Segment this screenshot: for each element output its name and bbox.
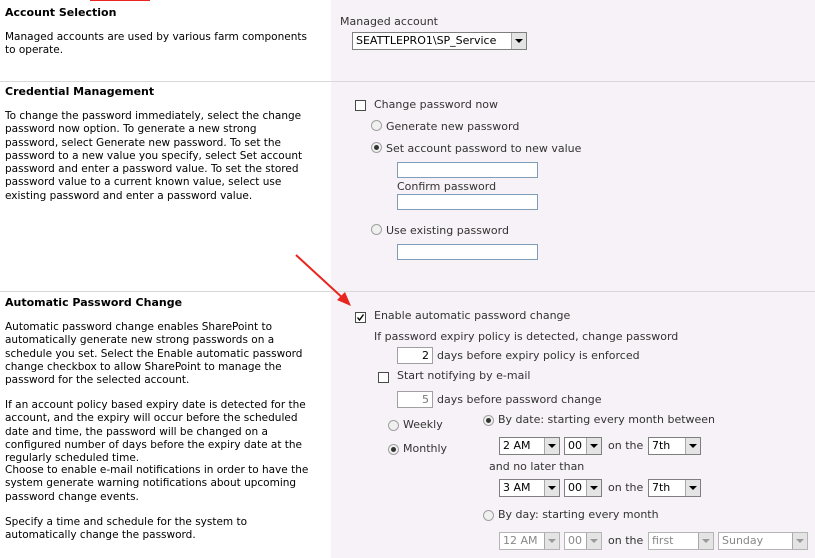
notify-email-label: Start notifying by e-mail xyxy=(397,369,531,382)
end-day-select[interactable] xyxy=(648,479,701,497)
no-later-than-label: and no later than xyxy=(489,460,585,473)
chevron-down-icon[interactable] xyxy=(586,533,601,549)
day-hour-value: 12 AM xyxy=(503,534,538,547)
enable-auto-change-checkbox[interactable] xyxy=(355,312,366,323)
day-week-select[interactable] xyxy=(648,532,714,550)
auto-change-description-3: Choose to enable e-mail notifications in order to have the system generate warning notifications about upcoming password change events. xyxy=(5,464,309,503)
confirm-password-label: Confirm password xyxy=(397,180,497,193)
weekly-label: Weekly xyxy=(403,418,443,431)
end-minute-select[interactable] xyxy=(564,479,602,497)
monthly-label: Monthly xyxy=(403,442,448,455)
start-minute-value: 00 xyxy=(568,439,582,452)
day-name-value: Sunday xyxy=(722,534,764,547)
generate-password-label: Generate new password xyxy=(386,120,520,133)
chevron-down-icon[interactable] xyxy=(586,438,601,454)
on-the-label: on the xyxy=(608,439,644,452)
by-day-label: By day: starting every month xyxy=(498,508,659,521)
start-minute-select[interactable] xyxy=(564,437,602,455)
start-day-value: 7th xyxy=(652,439,671,452)
notify-days-label: days before password change xyxy=(437,393,602,406)
checkmark-icon xyxy=(356,313,365,322)
chevron-down-icon[interactable] xyxy=(792,533,807,549)
auto-change-description-1: Automatic password change enables SharePoint to automatically generate new strong passwords on a schedule you set. Select the Enable automatic password change checkbox to allow SharePoint to manage the password for the selected account. xyxy=(5,321,303,387)
credential-management-heading: Credential Management xyxy=(5,85,155,98)
expiry-policy-label: If password expiry policy is detected, change password xyxy=(374,330,679,343)
change-password-now-label: Change password now xyxy=(374,98,499,111)
chevron-down-icon[interactable] xyxy=(685,438,700,454)
existing-password-radio[interactable] xyxy=(371,224,382,235)
existing-password-input[interactable] xyxy=(397,244,538,260)
change-password-now-checkbox[interactable] xyxy=(355,100,366,111)
account-selection-heading: Account Selection xyxy=(5,6,117,19)
auto-change-heading: Automatic Password Change xyxy=(5,296,183,309)
new-password-input[interactable] xyxy=(397,162,538,178)
expiry-days-label: days before expiry policy is enforced xyxy=(437,349,640,362)
chevron-down-icon[interactable] xyxy=(698,533,713,549)
credential-management-description: To change the password immediately, select the change password now option. To generate a new strong password, select Generate new password. To set the password to a new value you specify, select Set account password and enter a password value. To set the stored password value to a current known value, select use existing password and enter a password value. xyxy=(5,110,303,202)
day-minute-value: 00 xyxy=(568,534,582,547)
account-selection-description: Managed accounts are used by various farm components to operate. xyxy=(5,31,307,57)
managed-account-select[interactable] xyxy=(352,32,527,50)
enable-auto-change-label: Enable automatic password change xyxy=(374,309,571,322)
weekly-radio[interactable] xyxy=(388,420,399,431)
generate-password-radio[interactable] xyxy=(371,120,382,131)
set-password-label: Set account password to new value xyxy=(386,142,582,155)
managed-account-label: Managed account xyxy=(340,15,438,28)
day-minute-select[interactable] xyxy=(564,532,602,550)
end-hour-value: 3 AM xyxy=(503,481,531,494)
auto-change-description-4: Specify a time and schedule for the system to automatically change the password. xyxy=(5,516,248,542)
expiry-days-input[interactable]: 2 xyxy=(397,347,433,364)
top-accent-line xyxy=(90,0,150,1)
managed-account-value: SEATTLEPRO1\SP_Service xyxy=(356,34,497,47)
start-hour-value: 2 AM xyxy=(503,439,531,452)
auto-change-description-2: If an account policy based expiry date is detected for the account, and the expiry will occur before the scheduled date and time, the password will be changed on a configured number of days before the expiry date at the regularly scheduled time. xyxy=(5,399,306,465)
start-day-select[interactable] xyxy=(648,437,701,455)
end-hour-select[interactable] xyxy=(499,479,560,497)
monthly-radio[interactable] xyxy=(388,444,399,455)
existing-password-label: Use existing password xyxy=(386,224,509,237)
start-hour-select[interactable] xyxy=(499,437,560,455)
notify-days-input[interactable]: 5 xyxy=(397,391,433,408)
day-week-value: first xyxy=(652,534,674,547)
on-the-label: on the xyxy=(608,534,644,547)
set-password-radio[interactable] xyxy=(371,142,382,153)
chevron-down-icon[interactable] xyxy=(544,533,559,549)
chevron-down-icon[interactable] xyxy=(544,438,559,454)
notify-email-checkbox[interactable] xyxy=(378,372,389,383)
end-day-value: 7th xyxy=(652,481,671,494)
chevron-down-icon[interactable] xyxy=(586,480,601,496)
by-date-radio[interactable] xyxy=(483,415,494,426)
chevron-down-icon[interactable] xyxy=(685,480,700,496)
chevron-down-icon[interactable] xyxy=(511,33,526,49)
on-the-label: on the xyxy=(608,481,644,494)
day-hour-select[interactable] xyxy=(499,532,560,550)
day-name-select[interactable] xyxy=(718,532,808,550)
confirm-password-input[interactable] xyxy=(397,194,538,210)
annotation-arrow-icon xyxy=(290,250,360,312)
chevron-down-icon[interactable] xyxy=(544,480,559,496)
end-minute-value: 00 xyxy=(568,481,582,494)
by-day-radio[interactable] xyxy=(483,510,494,521)
by-date-label: By date: starting every month between xyxy=(498,413,716,426)
